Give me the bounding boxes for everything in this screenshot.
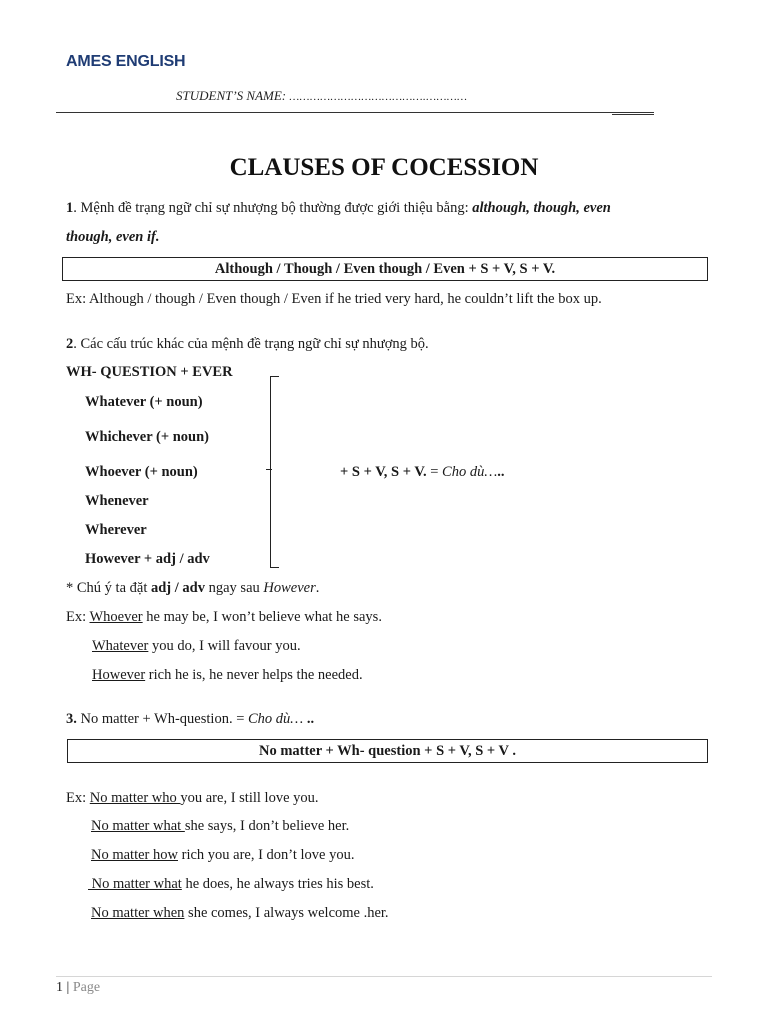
- example-rest: rich he is, he never helps the needed.: [145, 667, 363, 683]
- section2-example: [92, 667, 363, 684]
- section2-example: [66, 609, 382, 626]
- note-italic: However: [263, 580, 316, 596]
- example-rest: you do, I will favour you.: [148, 638, 301, 654]
- section1-terms-1: although, though, even: [472, 200, 611, 216]
- note-prefix: * Chú ý ta đặt: [66, 580, 151, 596]
- section2-formula: [340, 464, 505, 481]
- example-keyword: No matter when: [91, 905, 185, 921]
- wh-ever-item: Whoever (+ noun): [85, 464, 198, 480]
- example-prefix: Ex:: [66, 609, 90, 625]
- section1-number: 1: [66, 200, 74, 216]
- section2-intro: . Các cấu trúc khác của mệnh đề trạng ngữ chỉ sự nhượng bộ.: [73, 336, 429, 352]
- example-rest: she says, I don’t believe her.: [184, 818, 350, 834]
- example-keyword: No matter who: [89, 790, 181, 806]
- example-keyword: Whatever: [92, 638, 149, 654]
- grouping-bracket-tick: [266, 469, 272, 470]
- section3-example: [66, 790, 319, 807]
- footer-divider: [56, 976, 712, 977]
- wh-ever-item: Whichever (+ noun): [85, 429, 210, 445]
- section1-intro-line1: [66, 200, 611, 217]
- section3-formula: No matter + Wh- question + S + V, S + V .: [258, 743, 517, 759]
- example-keyword: No matter how: [91, 847, 178, 863]
- example-rest: he does, he always tries his best.: [181, 876, 374, 892]
- section1-terms-end: .: [155, 229, 160, 245]
- example-keyword: No matter what: [91, 818, 185, 834]
- note-bold: adj / adv: [150, 580, 205, 596]
- note-end: .: [315, 580, 320, 596]
- note-mid: ngay sau: [204, 580, 264, 596]
- page-title: CLAUSES OF COCESSION: [229, 154, 539, 181]
- student-name-label: STUDENT’S NAME:: [176, 88, 287, 103]
- section2-formula-end: ..: [497, 464, 505, 480]
- wh-ever-item: Whatever (+ noun): [85, 394, 203, 410]
- section3-number: 3.: [66, 711, 77, 727]
- example-rest: rich you are, I don’t love you.: [177, 847, 355, 863]
- student-name-dots: ………………………………….…………: [289, 91, 468, 103]
- section1-formula-box: [62, 257, 708, 281]
- student-name-line: [176, 88, 467, 104]
- section1-intro-line2: [66, 229, 159, 246]
- section2-number: 2: [66, 336, 74, 352]
- page-separator: |: [63, 980, 73, 995]
- section1-example: Ex: Although / though / Even though / Even if he tried very hard, he couldn’t lift the box up.: [66, 291, 602, 307]
- section2-intro-line: [66, 336, 429, 353]
- example-keyword: No matter what: [88, 876, 182, 892]
- section3-intro: No matter + Wh-question. =: [76, 711, 249, 727]
- section1-formula: Although / Though / Even though / Even + S + V, S + V.: [214, 261, 556, 277]
- brand-logo-text: AMES ENGLISH: [66, 53, 186, 70]
- section3-formula-box: [67, 739, 708, 763]
- section3-example: [91, 847, 355, 864]
- page-label: Page: [72, 980, 101, 995]
- section1-intro: . Mệnh đề trạng ngữ chỉ sự nhượng bộ thường được giới thiệu bằng:: [73, 200, 473, 216]
- section3-meaning: Cho dù…: [248, 711, 304, 727]
- section2-formula-structure: + S + V, S + V.: [340, 464, 427, 480]
- header-divider-accent: [612, 114, 654, 115]
- example-prefix: Ex:: [66, 790, 90, 806]
- section3-example: [91, 905, 389, 922]
- wh-ever-item: Whenever: [85, 493, 149, 509]
- page-number: 1: [56, 980, 63, 995]
- example-rest: he may be, I won’t believe what he says.: [142, 609, 382, 625]
- example-rest: she comes, I always welcome .her.: [184, 905, 389, 921]
- header-divider: [56, 112, 654, 113]
- page-footer: [56, 980, 100, 996]
- wh-ever-item: However + adj / adv: [85, 551, 210, 567]
- section3-intro-end: ..: [303, 711, 315, 727]
- section2-formula-meaning: Cho dù…: [442, 464, 498, 480]
- section2-heading: WH- QUESTION + EVER: [66, 364, 233, 380]
- example-keyword: Whoever: [89, 609, 143, 625]
- section2-note: [66, 580, 319, 597]
- section2-example: [92, 638, 301, 655]
- grouping-bracket: [270, 376, 279, 568]
- wh-ever-item: Wherever: [85, 522, 147, 538]
- section1-terms-2: though, even if: [66, 229, 156, 245]
- section2-formula-eq: =: [426, 464, 443, 480]
- section3-intro-line: [66, 711, 314, 728]
- section3-example: [91, 818, 349, 835]
- example-rest: you are, I still love you.: [180, 790, 319, 806]
- section3-example: [88, 876, 374, 893]
- example-keyword: However: [92, 667, 146, 683]
